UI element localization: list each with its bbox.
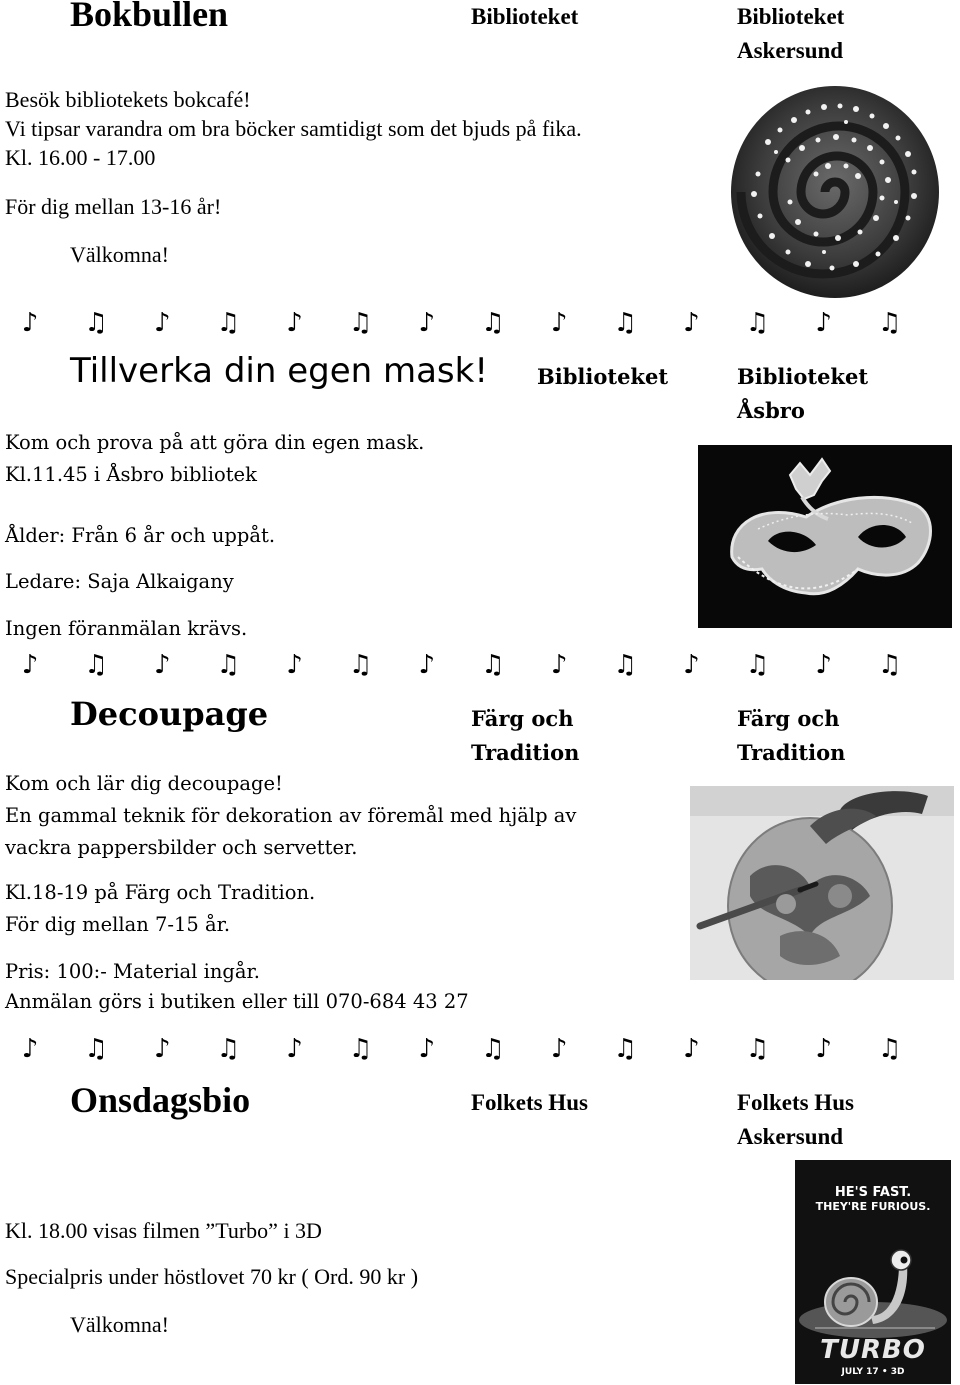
poster-tagline-1: HE'S FAST. xyxy=(834,1185,912,1200)
cinnamon-bun-photo xyxy=(728,82,943,302)
beamed-notes-icon: ♫ xyxy=(613,1034,637,1064)
beamed-notes-icon: ♫ xyxy=(745,1034,770,1064)
mask-workshop-line-1: Kom och prova på att göra din egen mask. xyxy=(5,431,425,454)
beamed-notes-icon: ♫ xyxy=(216,1034,241,1064)
decoupage-line-1: Kom och lär dig decoupage! xyxy=(5,772,283,795)
beamed-notes-icon: ♫ xyxy=(481,650,505,680)
eighth-note-icon: ♪ xyxy=(683,1034,700,1064)
beamed-notes-icon: ♫ xyxy=(349,308,373,338)
beamed-notes-icon: ♫ xyxy=(745,650,770,680)
eighth-note-icon: ♪ xyxy=(286,308,303,338)
eighth-note-icon: ♪ xyxy=(550,1034,568,1064)
eighth-note-icon: ♪ xyxy=(418,308,436,338)
eighth-note-icon: ♪ xyxy=(815,650,832,680)
eighth-note-icon: ♪ xyxy=(683,308,700,338)
music-note-divider xyxy=(10,1032,910,1066)
poster-tagline-2: THEY'RE FURIOUS. xyxy=(815,1200,931,1213)
bokbullen-venue: Biblioteket xyxy=(471,4,579,29)
onsdagsbio-title: Onsdagsbio xyxy=(70,1080,251,1120)
eighth-note-icon: ♪ xyxy=(21,650,39,680)
music-note-divider xyxy=(10,648,910,682)
decoupage-registration: Anmälan görs i butiken eller till 070-684 43 27 xyxy=(5,990,469,1013)
music-note-divider xyxy=(10,306,910,340)
eighth-note-icon: ♪ xyxy=(418,1034,436,1064)
beamed-notes-icon: ♫ xyxy=(84,1034,108,1064)
poster-logo: TURBO xyxy=(820,1335,926,1365)
decoupage-line-3: vackra pappersbilder och servetter. xyxy=(5,836,358,859)
eighth-note-icon: ♪ xyxy=(550,650,568,680)
bokbullen-location-line2: Askersund xyxy=(737,38,844,63)
mask-workshop-title: Tillverka din egen mask! xyxy=(70,351,488,391)
decoupage-venue-line1: Färg och xyxy=(471,706,574,731)
onsdagsbio-showtime: Kl. 18.00 visas filmen ”Turbo” i 3D xyxy=(5,1218,322,1243)
eighth-note-icon: ♪ xyxy=(418,650,436,680)
bokbullen-location-line1: Biblioteket xyxy=(737,4,845,29)
beamed-notes-icon: ♫ xyxy=(216,650,241,680)
bokbullen-age: För dig mellan 13-16 år! xyxy=(5,194,222,219)
beamed-notes-icon: ♫ xyxy=(216,308,241,338)
eighth-note-icon: ♪ xyxy=(153,308,171,338)
beamed-notes-icon: ♫ xyxy=(878,650,902,680)
bokbullen-time: Kl. 16.00 - 17.00 xyxy=(5,145,156,170)
turbo-movie-poster xyxy=(795,1160,951,1384)
decoupage-title: Decoupage xyxy=(70,695,269,733)
eighth-note-icon: ♪ xyxy=(683,650,700,680)
eighth-note-icon: ♪ xyxy=(21,1034,39,1064)
beamed-notes-icon: ♫ xyxy=(878,1034,902,1064)
decoupage-egg-photo xyxy=(690,786,954,980)
beamed-notes-icon: ♫ xyxy=(481,1034,505,1064)
onsdagsbio-welcome: Välkomna! xyxy=(70,1312,169,1337)
bokbullen-title: Bokbullen xyxy=(70,0,229,34)
beamed-notes-icon: ♫ xyxy=(84,308,108,338)
beamed-notes-icon: ♫ xyxy=(878,308,902,338)
decoupage-location-line1: Färg och xyxy=(737,706,840,731)
eighth-note-icon: ♪ xyxy=(153,1034,171,1064)
onsdagsbio-venue: Folkets Hus xyxy=(471,1090,588,1115)
mask-workshop-venue: Biblioteket xyxy=(537,364,669,389)
poster-release-date: JULY 17 • 3D xyxy=(841,1367,905,1377)
eighth-note-icon: ♪ xyxy=(21,308,39,338)
decoupage-age: För dig mellan 7-15 år. xyxy=(5,913,231,936)
decoupage-line-2: En gammal teknik för dekoration av föremål med hjälp av xyxy=(5,804,577,827)
mask-workshop-age: Ålder: Från 6 år och uppåt. xyxy=(5,524,276,547)
bokbullen-line-1: Besök bibliotekets bokcafé! xyxy=(5,87,251,112)
eighth-note-icon: ♪ xyxy=(153,650,171,680)
beamed-notes-icon: ♫ xyxy=(349,650,373,680)
snail-character-icon xyxy=(795,1220,951,1340)
beamed-notes-icon: ♫ xyxy=(745,308,770,338)
eighth-note-icon: ♪ xyxy=(286,650,303,680)
bokbullen-line-2: Vi tipsar varandra om bra böcker samtidigt som det bjuds på fika. xyxy=(5,116,582,141)
beamed-notes-icon: ♫ xyxy=(613,308,637,338)
decoupage-price: Pris: 100:- Material ingår. xyxy=(5,960,260,983)
eighth-note-icon: ♪ xyxy=(550,308,568,338)
eighth-note-icon: ♪ xyxy=(815,1034,832,1064)
decoupage-time: Kl.18-19 på Färg och Tradition. xyxy=(5,881,316,904)
onsdagsbio-price: Specialpris under höstlovet 70 kr ( Ord. 90 kr ) xyxy=(5,1264,419,1289)
beamed-notes-icon: ♫ xyxy=(349,1034,373,1064)
mask-workshop-time: Kl.11.45 i Åsbro bibliotek xyxy=(5,463,257,486)
beamed-notes-icon: ♫ xyxy=(613,650,637,680)
bokbullen-welcome: Välkomna! xyxy=(70,242,169,267)
onsdagsbio-location-line2: Askersund xyxy=(737,1124,844,1149)
mask-workshop-location-line2: Åsbro xyxy=(737,398,805,423)
beamed-notes-icon: ♫ xyxy=(481,308,505,338)
decoupage-venue-line2: Tradition xyxy=(471,740,580,765)
onsdagsbio-location-line1: Folkets Hus xyxy=(737,1090,854,1115)
mask-workshop-location-line1: Biblioteket xyxy=(737,364,869,389)
eighth-note-icon: ♪ xyxy=(286,1034,303,1064)
beamed-notes-icon: ♫ xyxy=(84,650,108,680)
decoupage-location-line2: Tradition xyxy=(737,740,846,765)
mask-workshop-registration: Ingen föranmälan krävs. xyxy=(5,617,248,640)
carnival-mask-photo xyxy=(698,445,952,628)
mask-workshop-leader: Ledare: Saja Alkaigany xyxy=(5,570,234,593)
eighth-note-icon: ♪ xyxy=(815,308,832,338)
